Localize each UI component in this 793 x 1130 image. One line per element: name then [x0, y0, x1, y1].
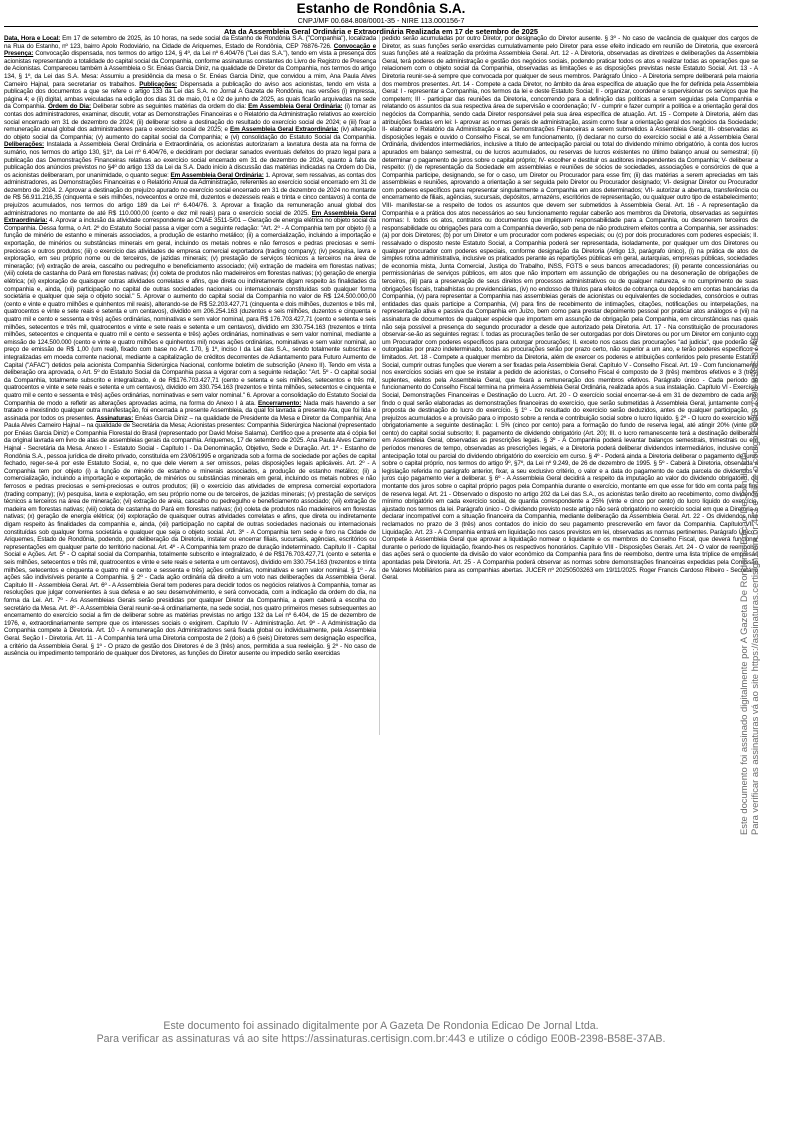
- document-header: [0, 0, 762, 25]
- section-label-extraordinary-deliberations: Em Assembleia Geral Extraordinária:: [4, 209, 376, 225]
- section-text-convocation: Convocação dispensada, nos termos do artigo 124, § 4º, da Lei nº 6.404/76 ("Lei das S.A."), tendo em vista a presença dos acionistas representando a totalidade do capital social da Companhia, conforme assinaturas constantes do Livro de Registro de Presença de Acionistas. Compareceu também à Assembleia o Sr. Enéas Garcia Diniz, na qualidade de Diretor da Companhia, nos termos do artigo 134, § 1º, da Lei das S.A. Mesa: Assumiu a presidência da mesa o Sr. Enéas Garcia Diniz, que convidou a mim, Ana Paula Alves Carneiro Hajnal, para secretariar os trabalhos.: [4, 50, 376, 88]
- section-text-date: Em 17 de setembro de 2025, às 10 horas, na sede social da Estanho de Rondônia S.A. ("Companhia"), localizada na Rua do Estanho, nº 123, bairro Apolo Rodoviário, na Cidade de Ariquemes, Estado de Rondônia, CEP 76876-726.: [4, 35, 376, 50]
- section-label-ordinary-deliberations: Em Assembleia Geral Ordinária:: [170, 171, 264, 179]
- section-label-publications: Publicações:: [139, 80, 177, 88]
- section-text-ordinary-deliberations: 1. Aprovar, sem ressalvas, as contas dos administradores, as Demonstrações Financeiras e o Relatório Anual da Administração, referentes ao exercício social encerrado em 31 de dezembro de 2024. 2. Aprovar a destinação do prejuízo apurado no exercício social encerrado em 31 de dezembro de 2024 no montante de R$ 56.911.216,35 (cinquenta e seis milhões, novecentos e onze mil, duzentos e dezesseis reais e trinta e cinco centavos) à conta de prejuízos acumulados, nos termos do artigo 189 da Lei nº 6.404/76. 3. Aprovar a fixação da remuneração anual global dos administradores no montante de até R$ 110.000,00 (cento e dez mil reais) para o exercício social de 2025.: [4, 171, 376, 217]
- right-column-text: pedido serão acumuladas por outro Diretor, por designação do Diretor ausente. § 3º - No caso de vacância de qualquer dos cargos de Diretor, as suas funções serão exercidas cumulativamente pelo Diretor para esse efeito indicado em reunião de Diretoria, que exercerá suas funções até a realização da próxima Assembleia Geral. Art. 12 - A Diretoria, observadas as diretrizes e deliberações da Assembleia Geral, terá poderes de administração e gestão dos negócios sociais, podendo praticar todos os atos e realizar todas as operações que se relacionem com o objeto social da Companhia, observadas as limitações e as disposições previstas neste Estatuto Social. Art. 13 - A Diretoria reunir-se-á sempre que convocada por qualquer de seus membros. Parágrafo Único - A Diretoria sempre deliberará pela maioria dos membros presentes. Art. 14 - Compete a cada Diretor, no âmbito da área específica de atuação que lhe for definida pela Assembleia Geral: I - representar a Companhia, nos termos da lei e deste Estatuto Social; II - organizar, coordenar e supervisionar os serviços que lhe competem; III - participar das reuniões da Diretoria, concorrendo para a definição das políticas a serem seguidas pela Companhia e relatando os assuntos da sua respectiva área de supervisão e coordenação; IV - cumprir e fazer cumprir a política e a orientação geral dos negócios da Companhia, sendo cada Diretor responsável pela sua área específica de atuação. Art. 15 - Compete à Diretoria, além das atribuições fixadas em lei: I- aprovar as normas gerais de administração, assim como fixar a orientação geral dos negócios da Sociedade; II- elaborar o Relatório da Administração e as Demonstrações Financeiras a serem submetidos à Assembleia Geral; III- observadas as disposições legais e ouvido o Conselho Fiscal, se em funcionamento, (i) declarar no curso do exercício social e até a Assembleia Geral Ordinária, dividendos intermediários, inclusive a título de antecipação parcial ou total do dividendo mínimo obrigatório, à conta dos lucros apurados em balanço semestral, ou de lucros acumulados, ou reservas de lucros existentes no último balanço anual ou semestral; (ii) determinar o pagamento de juros sobre o capital próprio; IV- escolher e destituir os auditores independentes da Companhia; V- deliberar a respeito: (i) de representação da Sociedade em assembleias e reuniões de sócios de sociedades, associações e consórcios de que a Companhia participe, designando, se for o caso, um Diretor ou Procurador para esse fim; (ii) das matérias a serem apreciadas em tais assembleias e reuniões, aprovando a orientação a ser seguida pelo Diretor ou Procurador designado; VI- designar Diretor ou Procurador com poderes específicos para representar singularmente a Companhia em atos determinados; VII- autorizar a abertura, transferência ou encerramento de filiais, agências, sucursais, depósitos, armazéns, escritórios de representação, ou qualquer outro tipo de estabelecimento; VIII- manifestar-se a respeito de todos os assuntos que devem ser submetidos à Assembleia Geral. Art. 16 - A representação da Companhia e a prática dos atos necessários ao seu funcionamento regular caberão aos membros da Diretoria, observadas as seguintes normas: I. todos os atos, contratos ou documentos que impliquem responsabilidade para a Companhia, ou desonerem terceiros de responsabilidade ou obrigações para com a Companhia deverão, sob pena de não produzirem efeitos contra a Companhia, ser assinados: (a) por dois Diretores; (b) por um Diretor e um procurador com poderes especiais; ou (c) por dois procuradores com poderes especiais; II. ressalvado o disposto neste Estatuto Social, a Companhia poderá ser representada, isoladamente, por qualquer um dos Diretores ou qualquer procurador com poderes especiais, conforme designação da Diretoria (Artigo 13, parágrafo único), (i) na prática de atos de simples rotina administrativa, inclusive os praticados perante as repartições públicas em geral, autarquias, empresas públicas, sociedades de economia mista, Junta Comercial, Justiça do Trabalho, INSS, FGTS e seus bancos arrecadadores; (ii) perante concessionárias ou permissionárias de serviços públicos, em atos que não importem em assunção de obrigações ou na desoneração de obrigações de terceiros, (iii) para a preservação de seus direitos em processos administrativos ou de qualquer natureza, e no cumprimento de suas obrigações fiscais, trabalhistas ou previdenciárias, (iv) no endosso de títulos para efeitos de cobrança ou depósito em contas bancárias da Companhia, (v) para representar a Companhia nas assembleias gerais de acionistas ou equivalentes de sociedades, consórcios e outras entidades das quais participe a Companhia, (vi) para fins de recebimento de intimações, citações, notificações ou interpelações, na representação ativa e passiva da Companhia em Juízo, bem como para prestar depoimento pessoal por praticar atos análogos e (vii) na assinatura de documentos de qualquer espécie que importem em assunção de obrigação pela Companhia, em circunstâncias nas quais não seja possível a presença do segundo procurador a desde que autorizado pela Diretoria. Art. 17 - Na constituição de procuradores observar-se-ão as seguintes regras: I. todas as procurações terão de ser outorgadas por dois Diretores ou por um Diretor em conjunto com um Procurador com poderes específicos para outorgar procurações; II. exceto nos casos das procurações "ad judicia", que poderão ser outorgadas por prazo indeterminado, todas as procurações serão por prazo certo, não superior a um ano, e terão poderes específicos e limitados. Art. 18 - Compete a qualquer membro da Diretoria, além de exercer os poderes e atribuições conferidos pelo presente Estatuto Social, cumprir outras funções que vierem a ser fixadas pela Assembleia Geral. Capítulo V - Conselho Fiscal. Art. 19 - Com funcionamento nos exercícios sociais em que se instalar a pedido de acionistas, o Conselho Fiscal é composto de 3 (três) membros efetivos e 3 (três) suplentes, eleitos pela Assembleia Geral, que fixará a remuneração dos membros efetivos. Parágrafo único - Cada período de funcionamento do Conselho Fiscal termina na primeira Assembleia Geral Ordinária, realizada após a sua instalação. Capítulo VI - Exercício Social, Demonstrações Financeiras e Destinação do Lucro. Art. 20 - O exercício social encerrar-se-á em 31 de dezembro de cada ano, findo o qual serão elaboradas as demonstrações financeiras do exercício, que serão submetidas à Assembleia Geral, juntamente com a proposta de destinação do lucro do exercício. § 1º - Do resultado do exercício serão deduzidos, antes de qualquer participação, os prejuízos acumulados e a provisão para o imposto sobre a renda e contribuição social sobre o lucro líquido. § 2º - O lucro do exercício terá obrigatoriamente a seguinte destinação: I. 5% (cinco por cento) para a formação do fundo de reserva legal, até atingir 20% (vinte por cento) do capital social subscrito; II. pagamento de dividendo obrigatório (Art. 20); III. o lucro remanescente terá a destinação deliberada em Assembleia Geral, observadas as prescrições legais. § 3º - A Companhia poderá levantar balanços semestrais, trimestrais ou em períodos menores de tempo, observadas as prescrições legais, e a Diretoria poderá deliberar dividendos intermediários, inclusive como antecipação total ou parcial do dividendo obrigatório do exercício em curso. § 4º - Poderá ainda a Diretoria deliberar o pagamento de juros sobre o capital próprio, nos termos do artigo 9º, §7º, da Lei nº 9.249, de 26 de dezembro de 1995. § 5º - Caberá à Diretoria, observada a legislação referida no parágrafo anterior, fixar, a seu exclusivo critério, o valor e a data do pagamento de cada parcela de dividendos e juros cujo pagamento vier a deliberar. § 6º - A Assembleia Geral decidirá a respeito da imputação ao valor do dividendo obrigatório, do montante dos juros sobre o capital próprio pagos pela Companhia durante o exercício, montante em que esse for tido em conta para fins de reserva legal. Art. 21 - Observado o disposto no artigo 202 da Lei das S.A., os acionistas terão direito ao recebimento, como dividendo mínimo obrigatório em cada exercício social, de quantia correspondente a 25% (vinte e cinco por cento) do lucro líquido do exercício, ajustado nos termos da lei. Parágrafo único - O dividendo previsto neste artigo não será obrigatório no exercício social em que a Diretoria o declarar incompatível com a situação financeira da Companhia, mediante deliberação da Assembleia Geral. Art. 22 - Os dividendos não reclamados no prazo de 3 (três) anos contados do início do seu pagamento prescreverão em favor da Companhia. Capítulo VII - Liquidação. Art. 23 - A Companhia entrará em liquidação nos casos previstos em lei, observadas as normas pertinentes. Parágrafo Único - Compete à Assembleia Geral que aprovar a liquidação nomear o liquidante e os membros do Conselho Fiscal, que deverá funcionar durante o período de liquidação, fixando-lhes os respectivos honorários. Capítulo VIII - Disposições Gerais. Art. 24 - O valor de reembolso das ações será o quociente da divisão do valor econômico da Companhia para fins de reembolso, dentre uma lista tríplice de empresas apontadas pela Diretoria. Art. 25 - A Companhia poderá observar as normas sobre demonstrações financeiras expedidas pela Comissão de Valores Mobiliários para as companhias abertas. JUCER nº 20250503263 em 19/11/2025. Roger Francis Cardoso Ribeiro - Secretário Geral.: [382, 35, 758, 582]
- left-column-text: [4, 35, 376, 658]
- right-column: [382, 35, 758, 735]
- section-text-closing: Nada mais havendo a ser tratado e inexistindo qualquer outra manifestação, foi encerrada a presente Assembleia, da qual foi lavrada a presente Ata, que foi lida e assinada por todos os presentes.: [4, 399, 376, 422]
- section-text-extraordinary-deliberations: 4. Aprovar a inclusão da atividade correspondente ao CNAE 3511-5/01 – Geração de energia elétrica no objeto social da Companhia. Dessa forma, o Art. 2º do Estatuto Social passa a viger com a seguinte redação: "Art. 2º - A Companhia tem por objeto (i) a função de minério de estanho e minerais associados, a produção de estanho metálico; (ii) a comercialização, incluindo a importação e exportação, de minérios ou substâncias minerais em geral, incluindo os metais nobres e não ferrosos e pedras preciosas e semi-preciosas e outros produtos; (iii) o exercício das atividades de empresa comercial exportadora (trading company); (iv) pesquisa, lavra e exploração, em seu próprio nome ou de terceiros, de jazidas minerais; (v) prestação de serviços técnicos a terceiros na área de mineração; (vi) extração de areia, cascalho ou pedregulho e beneficiamento associado; (vii) extração de madeira em florestas nativas; (viii) coleta de castanha do Pará em florestas nativas; (ix) coleta de produtos não madeireiros em florestas nativas; (x) geração de energia elétrica; (xi) exploração de quaisquer outras atividades correlatas e afins, que direta ou indiretamente digam respeito às finalidades da companhia e, ainda, (xii) participação no capital de outras sociedades nacionais ou internacionais constituídas sob qualquer forma societária e qualquer que seja o objeto social." 5. Aprovar o aumento do capital social da Companhia no valor de R$ 124.500.000,00 (cento e vinte e quatro milhões e quinhentos mil reais), alterando-se de R$ 52.203.427,71 (cinquenta e dois milhões, duzentos e três mil, quatrocentos e vinte e sete reais e setenta e um centavos), dividido em 206.254.163 (duzentos e seis milhões, duzentos e cinquenta e quatro mil e cento e sessenta e três) ações ordinárias, nominativas e sem valor nominal, para R$ 176.703.427,71 (cento e setenta e seis milhões, setecentos e três mil, quatrocentos e vinte e sete reais e setenta e um centavos), dividido em 330.754.163 (trezentos e trinta milhões, setecentos e cinquenta e quatro mil e cento e sessenta e três) ações ordinárias, nominativas e sem valor nominal, mediante a emissão de 124.500.000 (cento e vinte e quatro milhões e quinhentos mil) novas ações ordinárias, nominativas e sem valor nominal, ao preço de emissão de R$ 1,00 (um real), fixado com base no Art. 170, § 1º, inciso I da Lei das S.A., sendo totalmente subscritas e integralizadas em moeda corrente nacional, mediante a capitalização de créditos decorrentes de Adiantamento para Futuro Aumento de Capital ("AFAC") detidos pela acionista Companhia Siderúrgica Nacional, conforme boletim de subscrição (Anexo II). Tendo em vista a deliberação ora aprovada, o Art. 5º do Estatuto Social da Companhia passa a vigorar com a seguinte redação: "Art. 5º - O capital social da Companhia, totalmente subscrito e integralizado, é de R$176.703.427,71 (cento e setenta e seis milhões, setecentos e três mil, quatrocentos e vinte e sete reais e setenta e um centavos), dividido em 330.754.163 (trezentos e trinta milhões, setecentos e cinquenta e quatro mil e cento e sessenta e três) ações ordinárias, nominativas e sem valor nominal." 6. Aprovar a consolidação do Estatuto Social da Companhia de modo a refletir as alterações aprovadas acima, na forma do Anexo I à ata.: [4, 217, 376, 407]
- signature-footer: [0, 1020, 762, 1046]
- footer-line-2: Para verificar as assinaturas vá ao site https://assinaturas.certisign.com.br:443 e utilize o código E00B-2398-B58E-37AB.: [96, 1033, 666, 1045]
- section-label-closing: Encerramento:: [257, 399, 302, 407]
- section-label-ordinary: Em Assembleia Geral Ordinária:: [248, 103, 343, 111]
- section-text-publications: Dispensada a publicação do aviso aos acionistas, tendo em vista a publicação dos documentos a que se refere o artigo 133 da Lei das S.A. no Jornal A Gazeta de Rondônia, nas versões (i) impressa, página 4; e (ii) digital, ambas veiculadas na edição dos dias 31 de maio, 01 e 02 de junho de 2025, as quais ficarão arquivadas na sede da Companhia.: [4, 80, 376, 111]
- section-text-ordinary: (i) tomar as contas dos administradores, examinar, discutir, votar as Demonstrações Financeiras e o Relatório da Administração relativos ao exercício social encerrado em 31 de dezembro de 2024; (ii) deliberar sobre a destinação do resultado do exercício social de 2024; e (iii) fixar a remuneração anual global dos administradores para o exercício social de 2025; e: [4, 103, 376, 134]
- company-title: Estanho de Rondônia S.A.: [296, 1, 466, 16]
- section-label-deliberations: Deliberações:: [4, 141, 45, 149]
- column-divider: [379, 35, 380, 735]
- section-label-extraordinary: Em Assembleia Geral Extraordinária:: [229, 126, 339, 134]
- section-label-signatures: Assinaturas:: [96, 414, 134, 422]
- section-label-date: Data, Hora e Local:: [4, 35, 61, 42]
- ata-title: Ata da Assembleia Geral Ordinária e Extraordinária Realizada em 17 de setembro de 2025: [224, 27, 538, 36]
- vertical-note-line-2: Para verificar as assinaturas vá ao site https://assinaturas.certisign.com.br:443 e utilize o código E00B-2398-B58E-37AB.: [749, 331, 760, 835]
- left-column: [4, 35, 376, 735]
- section-text-agenda: Deliberar sobre as seguintes matérias da ordem do dia:: [90, 103, 249, 111]
- vertical-note-line-1: Este documento foi assinado digitalmente por A Gazeta De Rondonia Edicao De Jornal Ltda.: [738, 449, 749, 835]
- section-text-extraordinary: (iv) alteração do objeto social da Companhia; (v) aumento do capital social da Companhia; e (vi) consolidação do Estatuto Social da Companhia.: [4, 126, 376, 141]
- footer-line-1: Este documento foi assinado digitalmente por A Gazeta De Rondonia Edicao De Jornal Ltda.: [163, 1020, 599, 1032]
- section-label-convocation: Convocação e Presença:: [4, 42, 376, 58]
- company-registration: CNPJ/MF 00.684.808/0001-35 - NIRE 113.000156-7: [297, 16, 465, 25]
- section-text-deliberations: Instalada a Assembleia Geral Ordinária e Extraordinária, os acionistas autorizaram a lavratura desta ata na forma de sumário, nos termos do artigo 130, §1º, da Lei nº 6.404/76, e decidiram por declarar sanados eventuais defeitos do prazo legal para a publicação das Demonstrações Financeiras relativas ao exercício social encerrado em 31 de dezembro de 2024, quanto à falta de publicação dos anúncios previstos no §4º do artigo 133 da Lei da S.A. Dado início à discussão das matérias indicadas na Ordem do Dia, os acionistas deliberaram, por unanimidade, o quanto segue:: [4, 141, 376, 179]
- section-label-agenda: Ordem do Dia:: [47, 103, 91, 111]
- section-text-signatures: Enéas Garcia Diniz – na qualidade de Presidente da Mesa e Diretor da Companhia; Ana Paula Alves Carneiro Hajnal – na qualidade de Secretária da Mesa; Acionistas presentes: Companhia Siderúrgica Nacional (representado por Enéas Garcia Diniz) e Companhia Florestal do Brasil (representado por David Moise Salama). Certifico que a presente ata é cópia fiel da original lavrada em livro de atas de assembleias gerais da companhia. Ariquemes, 17 de setembro de 2025. Ana Paula Alves Carneiro Hajnal - Secretária da Mesa. Anexo I - Estatuto Social - Capítulo I - Da Denominação, Objetivo, Sede e Duração. Art. 1º - Estanho de Rondônia S.A., pessoa jurídica de direito privado, constituída em 23/06/1995 e organizada sob a forma de sociedade por ações de capital fechado, reger-se-á por este Estatuto Social, e, no que dele vierem a ser omissos, pelas disposições legais aplicáveis. Art. 2º - A Companhia tem por objeto (i) a função de minério de estanho e minerais associados, a produção de estanho metálico; (ii) a comercialização, incluindo a importação e exportação, de minérios ou substâncias minerais em geral, incluindo os metais nobres e não ferrosos e pedras preciosas e semi-preciosas e outros produtos; (iii) o exercício das atividades de empresa comercial exportadora (trading company); (iv) pesquisa, lavra e exploração, em seu próprio nome ou de terceiros, de jazidas minerais; (v) prestação de serviços técnicos a terceiros na área de mineração; (vi) extração de areia, cascalho ou pedregulho e beneficiamento associado; (vii) extração de madeira em florestas nativas; (viii) coleta de castanha do Pará em florestas nativas; (ix) coleta de produtos não madeireiros em florestas nativas; (x) geração de energia elétrica; (xi) exploração de quaisquer outras atividades correlatas e afins, que direta ou indiretamente digam respeito às finalidades da companhia e, ainda, (xii) participação no capital de outras sociedades nacionais ou internacionais constituídas sob qualquer forma societária e qualquer que seja o objeto social. Art. 3º - A Companhia tem sede e foro na Cidade de Ariquemes, Estado de Rondônia, podendo, por deliberação da Diretoria, instalar ou encerrar filiais, sucursais, agências, escritórios ou representações em qualquer parte do território nacional. Art. 4º - A Companhia tem prazo de duração indeterminado. Capítulo II - Capital Social e Ações. Art. 5º - O capital social da Companhia, totalmente subscrito e integralizado, é de R$176.703.427,71 (cento e setenta e seis milhões, setecentos e três mil, quatrocentos e vinte e sete reais e setenta e um centavos), dividido em 330.754.163 (trezentos e trinta milhões, setecentos e cinquenta e quatro mil e cento e sessenta e três) ações ordinárias, nominativas e sem valor nominal. § 1º - As ações são indivisíveis perante a Companhia. § 2º - Cada ação ordinária dá direito a um voto nas deliberações da Assembleia Geral. Capítulo III - Assembleia Geral. Art. 6º - A Assembleia Geral tem poderes para decidir todos os negócios relativos à Companhia, tomar as resoluções que julgar convenientes à sua defesa e ao seu desenvolvimento, e será convocada, com a indicação da ordem do dia, na forma da Lei. Art. 7º - As Assembleias Gerais serão presididas por qualquer Diretor da Companhia, a quem caberá a escolha do secretário da Mesa. Art. 8º - A Assembleia Geral reunir-se-á ordinariamente, na sede social, nos quatro primeiros meses subsequentes ao encerramento do exercício social a fim de deliberar sobre as matérias previstas no artigo 132 da Lei nº 6.404, de 15 de dezembro de 1976, e, extraordinariamente sempre que os interesses sociais o exigirem. Capítulo IV - Administração. Art. 9º - A Administração da Companhia compete à Diretoria. Art. 10 - A remuneração dos Administradores será fixada global ou individualmente, pela Assembleia Geral. Seção I - Diretoria. Art. 11 - A Companhia terá uma Diretoria composta de 2 (dois) a 6 (seis) Diretores sem designação específica, a critério da Assembleia Geral. § 1º - O prazo de gestão dos Diretores é de 3 (três) anos, permitida a sua reeleição. § 2º - No caso de ausência ou impedimento temporário de qualquer dos Diretores, as funções do Diretor ausente ou impedido serão exercidas: [4, 414, 376, 658]
- vertical-signature-note: [738, 332, 760, 835]
